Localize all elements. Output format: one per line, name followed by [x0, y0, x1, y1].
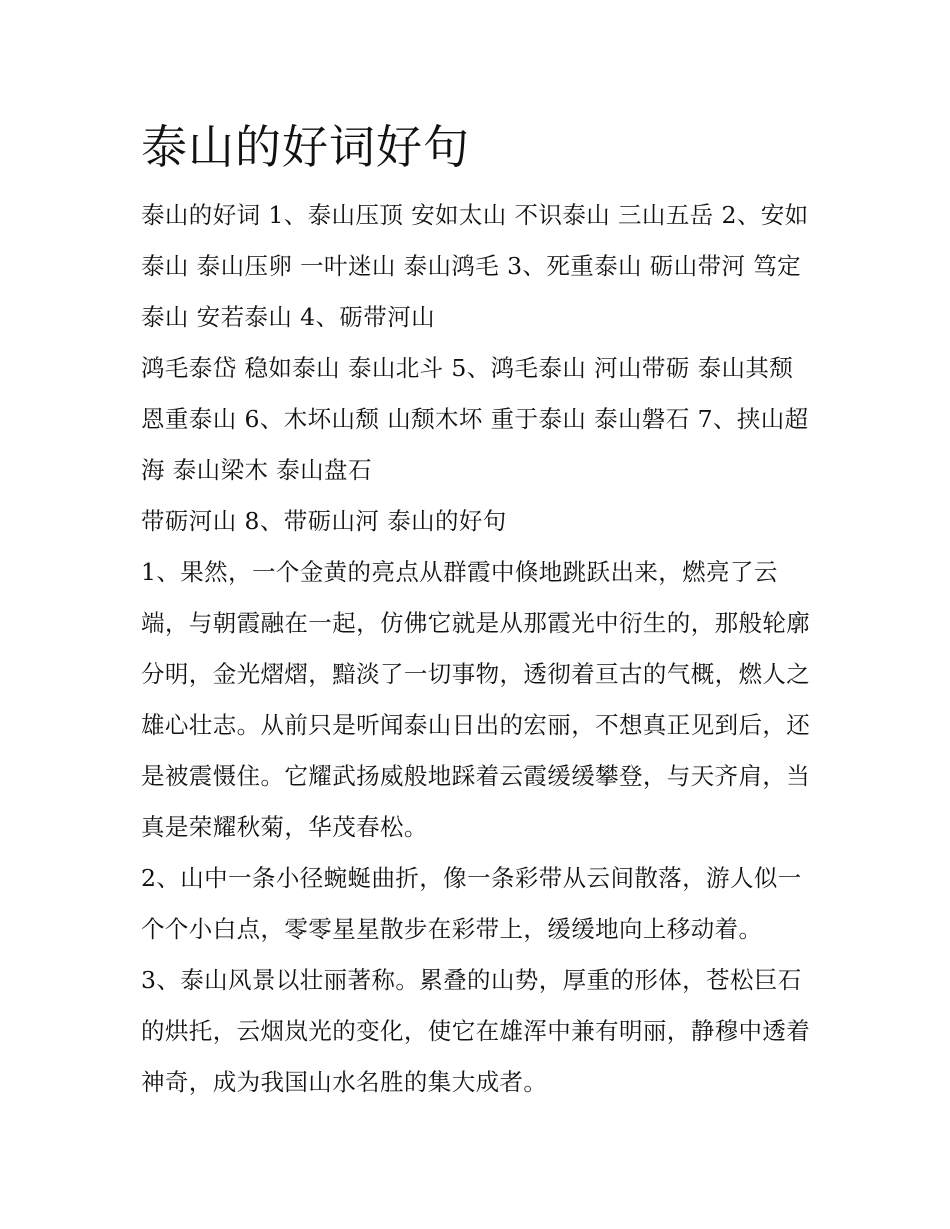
- paragraph-good-sentence-3: 3、泰山风景以壮丽著称。累叠的山势，厚重的形体，苍松巨石的烘托，云烟岚光的变化，使它在雄浑中兼有明丽，静穆中透着神奇，成为我国山水名胜的集大成者。: [141, 966, 811, 1096]
- paragraph-good-sentence-2: 2、山中一条小径蜿蜒曲折，像一条彩带从云间散落，游人似一个个小白点，零零星星散步在彩带上，缓缓地向上移动着。: [141, 864, 802, 943]
- paragraph-good-words-2: 鸿毛泰岱 稳如泰山 泰山北斗 5、鸿毛泰山 河山带砺 泰山其颓 恩重泰山 6、木坏山颓 山颓木坏 重于泰山 泰山磐石 7、挟山超海 泰山梁木 泰山盘石: [141, 354, 809, 484]
- document-page: [141, 112, 813, 1108]
- paragraph-good-sentence-1: 1、果然，一个金黄的亮点从群霞中倏地跳跃出来，燃亮了云端，与朝霞融在一起，仿佛它就是从那霞光中衍生的，那般轮廓分明，金光熠熠，黯淡了一切事物，透彻着亘古的气概，燃人之雄心壮志。从前只是听闻泰山日出的宏丽，不想真正见到后，还是被震慑住。它耀武扬威般地踩着云霞缓缓攀登，与天齐肩，当真是荣耀秋菊，华茂春松。: [141, 558, 811, 841]
- paragraph-good-words-1: 泰山的好词 1、泰山压顶 安如太山 不识泰山 三山五岳 2、安如泰山 泰山压卵 一叶迷山 泰山鸿毛 3、死重泰山 砺山带河 笃定泰山 安若泰山 4、砺带河山: [141, 201, 809, 331]
- paragraph-good-words-3: 带砺河山 8、带砺山河 泰山的好句: [141, 507, 507, 535]
- document-title: 泰山的好词好句: [141, 120, 470, 174]
